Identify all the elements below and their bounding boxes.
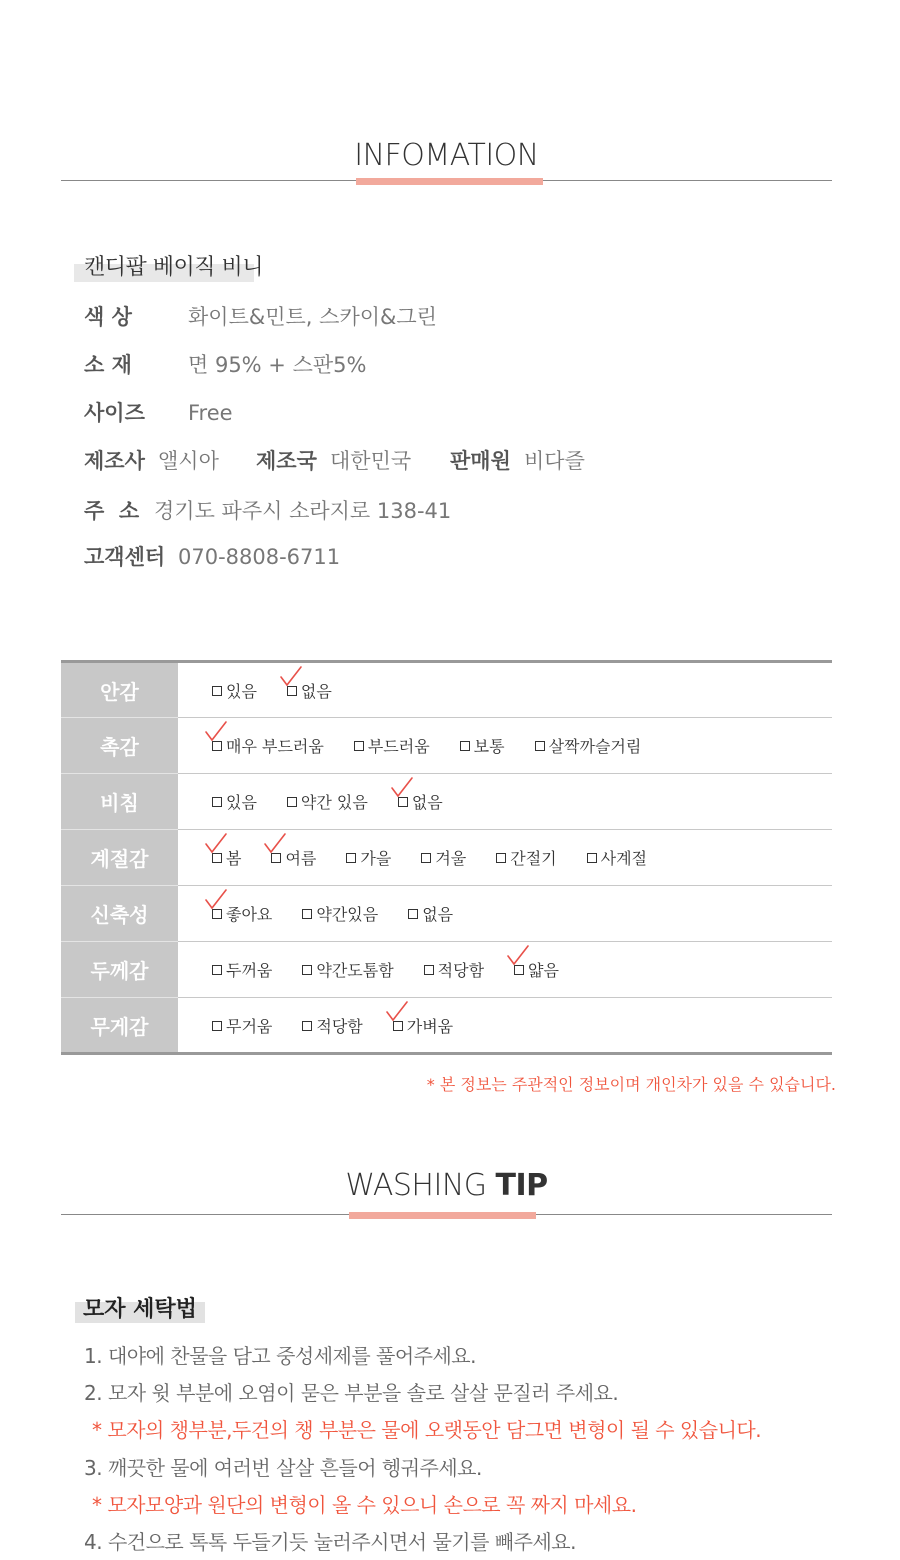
checkmark-icon (263, 832, 287, 856)
checkbox-icon[interactable] (535, 741, 545, 751)
info-row-size (84, 398, 233, 428)
washing-section-header (61, 1168, 832, 1204)
feel-row-options (178, 942, 832, 998)
feel-option-label: 가을 (360, 849, 392, 868)
checkbox-icon[interactable] (212, 797, 222, 807)
checkmark-icon (204, 888, 228, 912)
feel-option[interactable] (496, 846, 556, 869)
cs-value: 070-8808-6711 (178, 545, 341, 569)
feel-option[interactable] (460, 734, 505, 757)
country-value: 대한민국 (330, 449, 412, 473)
checkbox-icon[interactable] (587, 853, 597, 863)
feel-row-options (178, 830, 832, 886)
feel-option[interactable] (212, 902, 272, 925)
feel-option[interactable] (421, 846, 466, 869)
washing-warning-1: * 모자의 챙부분,두건의 챙 부분은 물에 오랫동안 담그면 변형이 될 수 있습니다. (92, 1418, 762, 1442)
material-value: 면 95% + 스판5% (188, 353, 367, 377)
checkmark-icon (385, 1000, 409, 1024)
feel-option[interactable] (212, 1014, 272, 1037)
feel-option-label: 매우 부드러움 (226, 737, 324, 756)
info-row-cs (84, 542, 340, 572)
feel-row-options (178, 662, 832, 718)
checkmark-icon (506, 944, 530, 968)
checkbox-icon[interactable] (460, 741, 470, 751)
product-name (74, 250, 263, 281)
address-label: 주 소 (84, 499, 140, 523)
feel-option[interactable] (302, 958, 393, 981)
feel-option[interactable] (398, 790, 443, 813)
feel-option[interactable] (287, 790, 368, 813)
washing-accent-bar (349, 1212, 536, 1219)
checkbox-icon[interactable] (302, 909, 312, 919)
feel-option-label: 없음 (300, 681, 332, 701)
washing-step-1: 1. 대야에 찬물을 담고 중성세제를 풀어주세요. (84, 1344, 476, 1368)
feel-option-label: 보통 (473, 737, 505, 756)
feel-option[interactable] (587, 846, 647, 869)
feel-option[interactable] (302, 902, 378, 925)
feel-option[interactable] (271, 846, 316, 869)
feel-option[interactable] (393, 1014, 453, 1037)
feel-option[interactable] (302, 1014, 362, 1037)
seller-label: 판매원 (450, 449, 511, 473)
feel-row (61, 942, 832, 998)
feel-row (61, 718, 832, 774)
feel-row (61, 886, 832, 942)
feel-option[interactable] (354, 734, 430, 757)
feel-option[interactable] (346, 846, 391, 869)
cs-label: 고객센터 (84, 545, 166, 569)
checkbox-icon[interactable] (346, 853, 356, 863)
feel-option-label: 겨울 (435, 849, 467, 868)
feel-option[interactable] (212, 958, 272, 981)
feel-row (61, 998, 832, 1054)
info-section-title: INFOMATION (354, 138, 539, 173)
checkbox-icon[interactable] (302, 965, 312, 975)
feel-option-label: 없음 (422, 905, 454, 924)
washing-title-text: 모자 세탁법 (83, 1297, 197, 1322)
feel-option-label: 여름 (285, 849, 317, 868)
feel-note: * 본 정보는 주관적인 정보이며 개인차가 있을 수 있습니다. (426, 1075, 836, 1094)
feel-option-label: 사계절 (600, 849, 647, 868)
checkbox-icon[interactable] (496, 853, 506, 863)
feel-row-label: 신축성 (61, 886, 178, 942)
checkbox-icon[interactable] (421, 853, 431, 863)
feel-option-label: 두꺼움 (226, 961, 273, 980)
material-label: 소 재 (84, 353, 132, 377)
feel-option-label: 있음 (226, 793, 257, 812)
feel-option-label: 부드러움 (367, 737, 430, 756)
color-value: 화이트&민트, 스카이&그린 (188, 305, 437, 329)
maker-label: 제조사 (84, 449, 145, 473)
info-accent-bar (356, 178, 543, 185)
feel-row-label: 두께감 (61, 942, 178, 998)
feel-row-label: 계절감 (61, 830, 178, 886)
checkmark-icon (204, 720, 228, 744)
feel-row (61, 830, 832, 886)
size-label: 사이즈 (84, 401, 145, 425)
feel-option[interactable] (212, 790, 257, 813)
feel-option[interactable] (535, 734, 642, 757)
washing-section-title (61, 1168, 832, 1204)
washing-warning-2: * 모자모양과 원단의 변형이 올 수 있으니 손으로 꼭 짜지 마세요. (92, 1493, 637, 1517)
washing-title-light: WASHING (345, 1168, 496, 1203)
checkmark-icon (279, 665, 303, 689)
feel-option-label: 좋아요 (226, 905, 273, 924)
color-label: 색 상 (84, 305, 132, 329)
feel-option-label: 살짝까슬거림 (548, 737, 642, 756)
feel-row-label: 무게감 (61, 998, 178, 1054)
feel-row (61, 662, 832, 718)
feel-option[interactable] (212, 679, 257, 702)
checkbox-icon[interactable] (354, 741, 364, 751)
feel-option[interactable] (287, 679, 332, 702)
info-row-address (84, 496, 451, 526)
feel-option-label: 적당함 (316, 1016, 363, 1036)
address-value: 경기도 파주시 소라지로 138-41 (154, 499, 452, 523)
feel-option-label: 있음 (226, 681, 257, 701)
feel-option-label: 얇음 (528, 961, 559, 980)
info-row-color (84, 302, 437, 332)
info-section-header (61, 138, 832, 174)
feel-option-label: 봄 (226, 849, 242, 868)
feel-row-label: 촉감 (61, 718, 178, 774)
feel-option[interactable] (514, 958, 559, 981)
washing-step-4: 4. 수건으로 톡톡 두들기듯 눌러주시면서 물기를 빼주세요. (84, 1530, 576, 1554)
washing-title-bold: TIP (495, 1168, 548, 1203)
feel-table (61, 660, 832, 1055)
feel-row (61, 774, 832, 830)
maker-value: 앨시아 (158, 449, 219, 473)
feel-row-options (178, 718, 832, 774)
feel-option-label: 약간도톰함 (316, 961, 394, 980)
feel-row-label: 안감 (61, 662, 178, 718)
checkbox-icon[interactable] (212, 1021, 222, 1031)
feel-option-label: 없음 (411, 793, 443, 812)
feel-row-options (178, 998, 832, 1054)
product-name-text: 캔디팝 베이직 비니 (84, 255, 264, 280)
checkmark-icon (390, 776, 414, 800)
feel-option-label: 약간있음 (316, 905, 379, 924)
feel-option[interactable] (212, 734, 324, 757)
washing-title (75, 1292, 197, 1323)
checkbox-icon[interactable] (424, 965, 434, 975)
feel-option-label: 약간 있음 (300, 793, 368, 812)
checkbox-icon[interactable] (212, 965, 222, 975)
feel-row-label: 비침 (61, 774, 178, 830)
seller-value: 비다즐 (524, 449, 585, 473)
feel-row-options (178, 886, 832, 942)
feel-option-label: 가벼움 (406, 1016, 454, 1036)
feel-option-label: 적당함 (437, 961, 485, 980)
feel-row-options (178, 774, 832, 830)
checkbox-icon[interactable] (302, 1021, 312, 1031)
size-value: Free (188, 401, 233, 425)
country-label: 제조국 (256, 449, 317, 473)
checkmark-icon (204, 832, 228, 856)
checkbox-icon[interactable] (287, 797, 297, 807)
info-row-material (84, 350, 366, 380)
feel-option-label: 간절기 (510, 849, 557, 868)
feel-option[interactable] (408, 902, 453, 925)
checkbox-icon[interactable] (212, 686, 222, 696)
info-row-maker (84, 446, 585, 476)
feel-option[interactable] (212, 846, 241, 869)
washing-step-2: 2. 모자 윗 부분에 오염이 묻은 부분을 솔로 살살 문질러 주세요. (84, 1381, 619, 1405)
feel-option[interactable] (424, 958, 484, 981)
feel-option-label: 무거움 (226, 1016, 273, 1036)
checkbox-icon[interactable] (408, 909, 418, 919)
washing-step-3: 3. 깨끗한 물에 여러번 살살 흔들어 헹궈주세요. (84, 1456, 482, 1480)
